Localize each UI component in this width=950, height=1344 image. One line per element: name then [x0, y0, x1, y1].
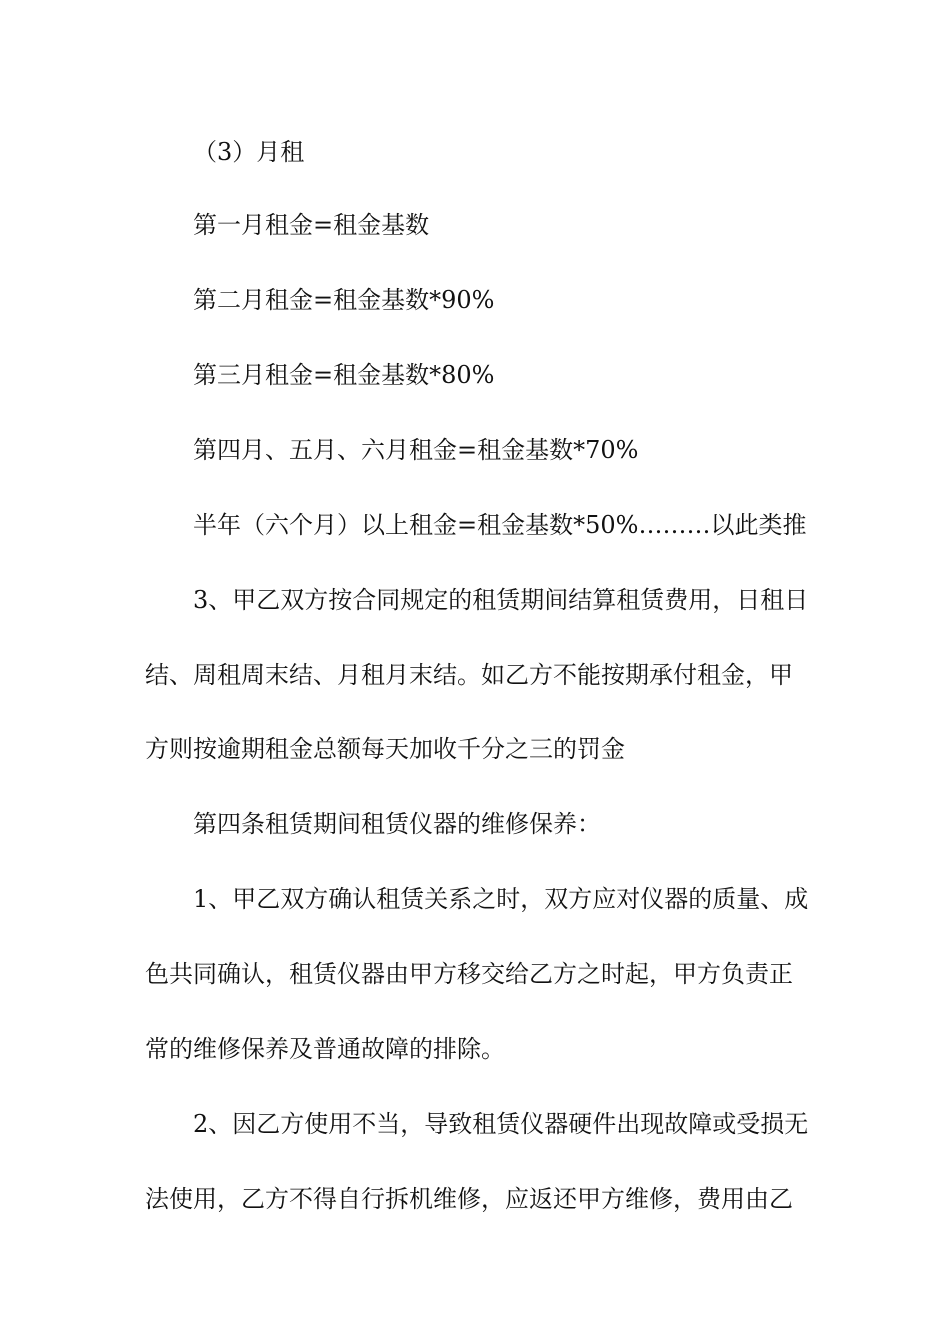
text-line: 第二月租金=租金基数*90% — [193, 286, 495, 314]
text-line: 第四条租赁期间租赁仪器的维修保养： — [193, 810, 601, 838]
text-line: 方则按逾期租金总额每天加收千分之三的罚金 — [145, 735, 625, 763]
text-line: 法使用，乙方不得自行拆机维修，应返还甲方维修，费用由乙 — [145, 1185, 793, 1213]
text-line: 第三月租金=租金基数*80% — [193, 361, 495, 389]
text-line: 常的维修保养及普通故障的排除。 — [145, 1035, 505, 1063]
text-line: （3）月租 — [193, 138, 305, 166]
text-line: 结、周租周末结、月租月末结。如乙方不能按期承付租金，甲 — [145, 661, 793, 689]
text-line: 1、甲乙双方确认租赁关系之时，双方应对仪器的质量、成 — [193, 885, 809, 913]
text-line: 色共同确认，租赁仪器由甲方移交给乙方之时起，甲方负责正 — [145, 960, 793, 988]
text-line: 第一月租金=租金基数 — [193, 211, 430, 239]
text-line: 半年（六个月）以上租金=租金基数*50%………以此类推 — [193, 511, 807, 539]
text-line: 2、因乙方使用不当，导致租赁仪器硬件出现故障或受损无 — [193, 1110, 809, 1138]
text-line: 3、甲乙双方按合同规定的租赁期间结算租赁费用，日租日 — [193, 586, 809, 614]
text-line: 第四月、五月、六月租金=租金基数*70% — [193, 436, 639, 464]
